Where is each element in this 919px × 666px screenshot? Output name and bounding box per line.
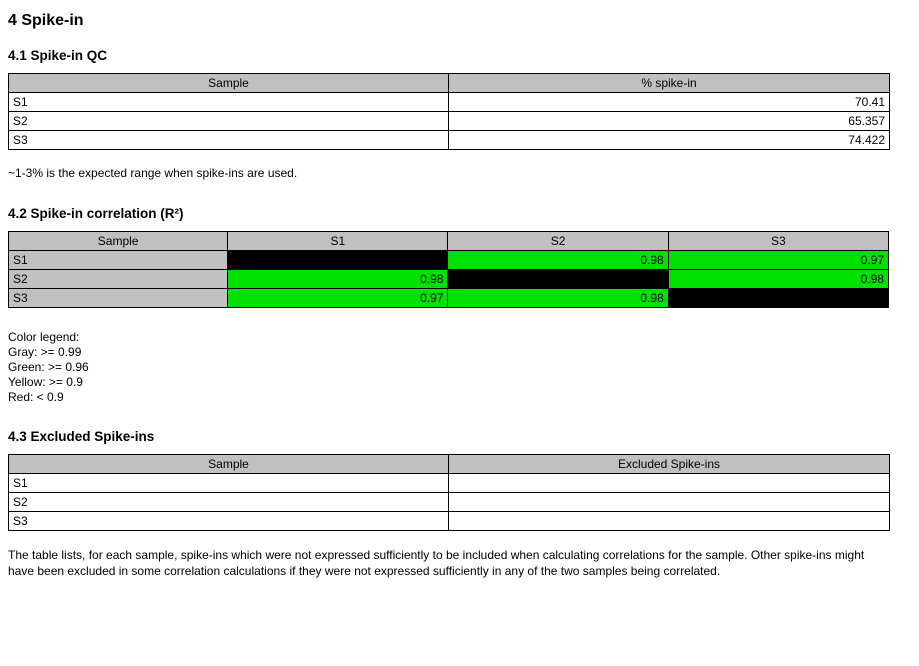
percent-spike-in-value: 70.41 [449, 93, 890, 112]
table-row [9, 493, 890, 512]
legend-title: Color legend: [8, 330, 80, 344]
excluded-spike-ins-heading: 4.3 Excluded Spike-ins [8, 429, 155, 444]
sample-name: S1 [9, 93, 449, 112]
correlation-cell: 0.98 [448, 289, 668, 308]
color-legend [8, 330, 909, 405]
spike-in-qc-heading: 4.1 Spike-in QC [8, 48, 108, 63]
sample-name: S3 [9, 131, 449, 150]
spike-in-correlation-heading: 4.2 Spike-in correlation (R²) [8, 206, 184, 221]
column-header-excluded-spike-ins: Excluded Spike-ins [449, 455, 890, 474]
sample-name: S3 [9, 512, 449, 531]
table-row [9, 289, 889, 308]
correlation-cell [448, 270, 668, 289]
percent-spike-in-value: 74.422 [449, 131, 890, 150]
correlation-cell [668, 289, 888, 308]
table-header-row [9, 232, 889, 251]
legend-entry-green: Green: >= 0.96 [8, 360, 89, 374]
table-row [9, 512, 890, 531]
table-header-row [9, 74, 890, 93]
table-row [9, 474, 890, 493]
excluded-spike-ins-value [449, 474, 890, 493]
sample-name: S2 [9, 493, 449, 512]
correlation-cell [228, 251, 448, 270]
table-row [9, 131, 890, 150]
sample-name: S1 [9, 251, 228, 270]
excluded-spike-ins-table [8, 454, 890, 531]
legend-entry-gray: Gray: >= 0.99 [8, 345, 82, 359]
legend-entry-red: Red: < 0.9 [8, 390, 64, 404]
correlation-cell: 0.97 [668, 251, 888, 270]
table-header-row [9, 455, 890, 474]
column-header-sample: Sample [9, 232, 228, 251]
column-header-sample: Sample [9, 455, 449, 474]
legend-entry-yellow: Yellow: >= 0.9 [8, 375, 83, 389]
table-row [9, 93, 890, 112]
column-header-s2: S2 [448, 232, 668, 251]
correlation-cell: 0.98 [228, 270, 448, 289]
correlation-cell: 0.98 [668, 270, 888, 289]
sample-name: S2 [9, 112, 449, 131]
spike-in-correlation-table [8, 231, 889, 308]
spike-in-qc-table [8, 73, 890, 150]
page-title: 4 Spike-in [8, 12, 84, 29]
percent-spike-in-value: 65.357 [449, 112, 890, 131]
spike-in-qc-note: ~1-3% is the expected range when spike-ins are used. [8, 166, 298, 180]
excluded-spike-ins-value [449, 493, 890, 512]
sample-name: S3 [9, 289, 228, 308]
correlation-cell: 0.97 [228, 289, 448, 308]
column-header-sample: Sample [9, 74, 449, 93]
sample-name: S2 [9, 270, 228, 289]
column-header-s1: S1 [228, 232, 448, 251]
excluded-spike-ins-note: The table lists, for each sample, spike-ins which were not expressed sufficiently to be included when calculating correlations for the sample. Other spike-ins might have been excluded in some correlation calculations if they were not expressed sufficiently in any of the two samples being correlated. [8, 548, 865, 578]
table-row [9, 112, 890, 131]
table-row [9, 251, 889, 270]
sample-name: S1 [9, 474, 449, 493]
correlation-cell: 0.98 [448, 251, 668, 270]
table-row [9, 270, 889, 289]
column-header-s3: S3 [668, 232, 888, 251]
excluded-spike-ins-value [449, 512, 890, 531]
column-header-percent-spike-in: % spike-in [449, 74, 890, 93]
